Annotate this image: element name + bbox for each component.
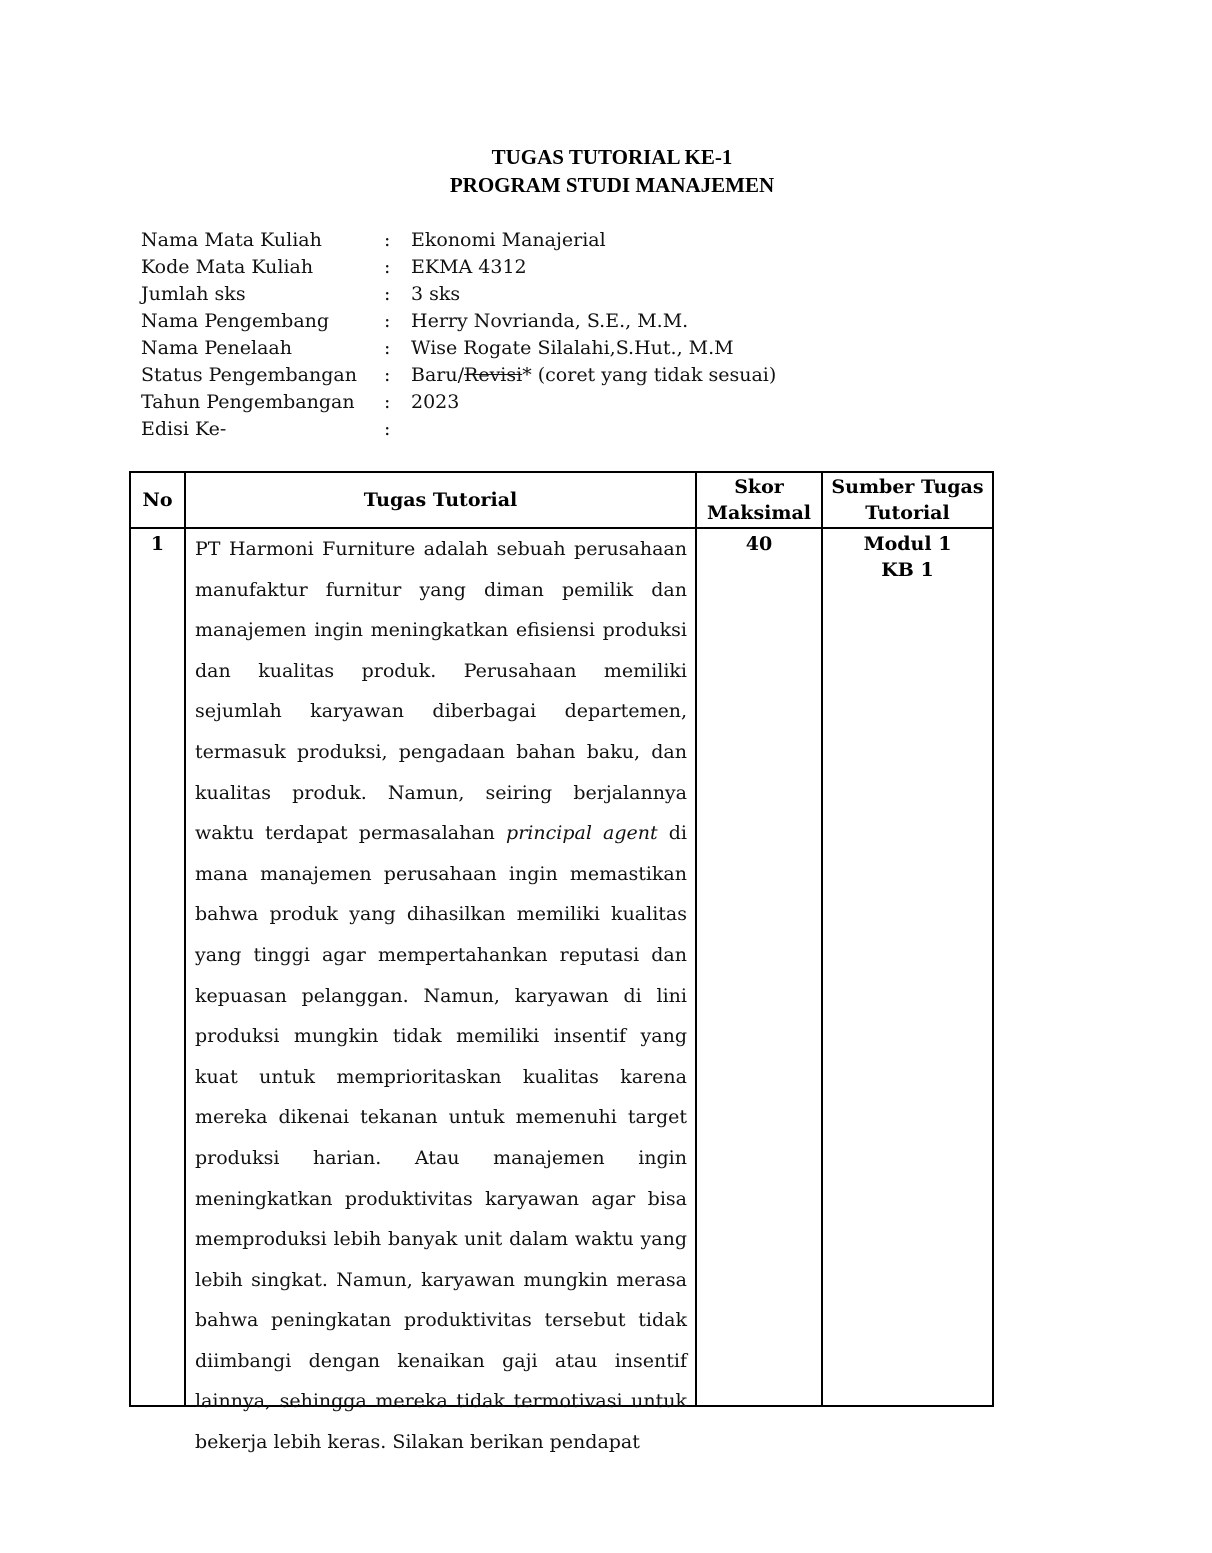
course-info — [141, 227, 776, 443]
status-baru: Baru/ — [411, 364, 465, 386]
info-label: Nama Pengembang — [141, 310, 330, 332]
info-value: EKMA 4312 — [411, 256, 527, 278]
info-label: Edisi Ke- — [141, 418, 227, 440]
info-row-kode-mata-kuliah — [141, 254, 776, 281]
row-number: 1 — [150, 533, 165, 555]
info-row-jumlah-sks — [141, 281, 776, 308]
task-source — [823, 529, 992, 583]
task-text — [186, 529, 695, 1454]
header-no: No — [130, 472, 185, 528]
status-note: * (coret yang tidak sesuai) — [522, 364, 777, 386]
info-label: Nama Mata Kuliah — [141, 229, 322, 251]
info-row-nama-pengembang — [141, 308, 776, 335]
info-colon: : — [384, 229, 391, 251]
document-title: TUGAS TUTORIAL KE-1 — [491, 145, 733, 169]
max-score: 40 — [745, 533, 773, 555]
cell-task — [185, 528, 696, 1454]
info-label: Nama Penelaah — [141, 337, 292, 359]
source-kb: KB 1 — [881, 559, 934, 581]
info-row-status-pengembangan — [141, 362, 776, 389]
info-colon: : — [384, 337, 391, 359]
info-row-nama-mata-kuliah — [141, 227, 776, 254]
info-row-tahun-pengembangan — [141, 389, 776, 416]
info-colon: : — [384, 283, 391, 305]
info-row-nama-penelaah — [141, 335, 776, 362]
info-colon: : — [384, 418, 391, 440]
program-title: PROGRAM STUDI MANAJEMEN — [449, 173, 775, 197]
cell-sumber — [822, 528, 993, 1406]
tutorial-task-table — [129, 471, 994, 1454]
task-text-part2: di mana manajemen perusahaan ingin memastikan bahwa produk yang dihasilkan memiliki kualitas yang tinggi agar mempertahankan reputasi dan kepuasan pelanggan. Namun, karyawan di lini produksi mungkin tidak memiliki insentif yang kuat untuk memprioritaskan kualitas karena mereka dikenai tekanan untuk memenuhi target produksi harian. Atau manajemen ingin meningkatkan produktivitas karyawan agar bisa memproduksi lebih banyak unit dalam waktu yang lebih singkat. Namun, karyawan mungkin merasa bahwa peningkatan produktivitas tersebut tidak diimbangi dengan kenaikan gaji atau insentif lainnya, sehingga mereka tidak termotivasi untuk bekerja lebih keras. Silakan berikan pendapat — [195, 822, 687, 1454]
table-header-row — [130, 472, 993, 528]
task-text-part1: PT Harmoni Furniture adalah sebuah perusahaan manufaktur furnitur yang diman pemilik dan manajemen ingin meningkatkan efisiensi produksi dan kualitas produk. Perusahaan memiliki sejumlah karyawan diberbagai departemen, termasuk produksi, pengadaan bahan baku, dan kualitas produk. Namun, seiring berjalannya waktu terdapat permasalahan — [195, 538, 687, 845]
info-value: 3 sks — [411, 283, 461, 305]
header-tugas-tutorial: Tugas Tutorial — [185, 472, 696, 528]
info-label: Tahun Pengembangan — [141, 391, 355, 413]
cell-skor — [696, 528, 822, 1406]
info-colon: : — [384, 391, 391, 413]
table-row — [130, 528, 993, 1406]
cell-no — [130, 528, 185, 1406]
info-value: Ekonomi Manajerial — [411, 229, 606, 251]
info-value: Herry Novrianda, S.E., M.M. — [411, 310, 689, 332]
header-skor-maksimal: Skor Maksimal — [696, 472, 822, 528]
info-colon: : — [384, 310, 391, 332]
info-value: 2023 — [411, 391, 460, 413]
info-colon: : — [384, 256, 391, 278]
task-text-italic: principal agent — [506, 822, 658, 845]
info-label: Jumlah sks — [141, 283, 246, 305]
source-module: Modul 1 — [863, 533, 952, 555]
header-sumber-tugas: Sumber Tugas Tutorial — [822, 472, 993, 528]
info-value: Wise Rogate Silalahi,S.Hut., M.M — [411, 337, 734, 359]
status-revisi-struck: Revisi — [464, 364, 523, 386]
info-label: Status Pengembangan — [141, 364, 357, 386]
info-row-edisi-ke — [141, 416, 776, 443]
info-label: Kode Mata Kuliah — [141, 256, 314, 278]
info-value — [411, 362, 776, 389]
info-colon: : — [384, 364, 391, 386]
